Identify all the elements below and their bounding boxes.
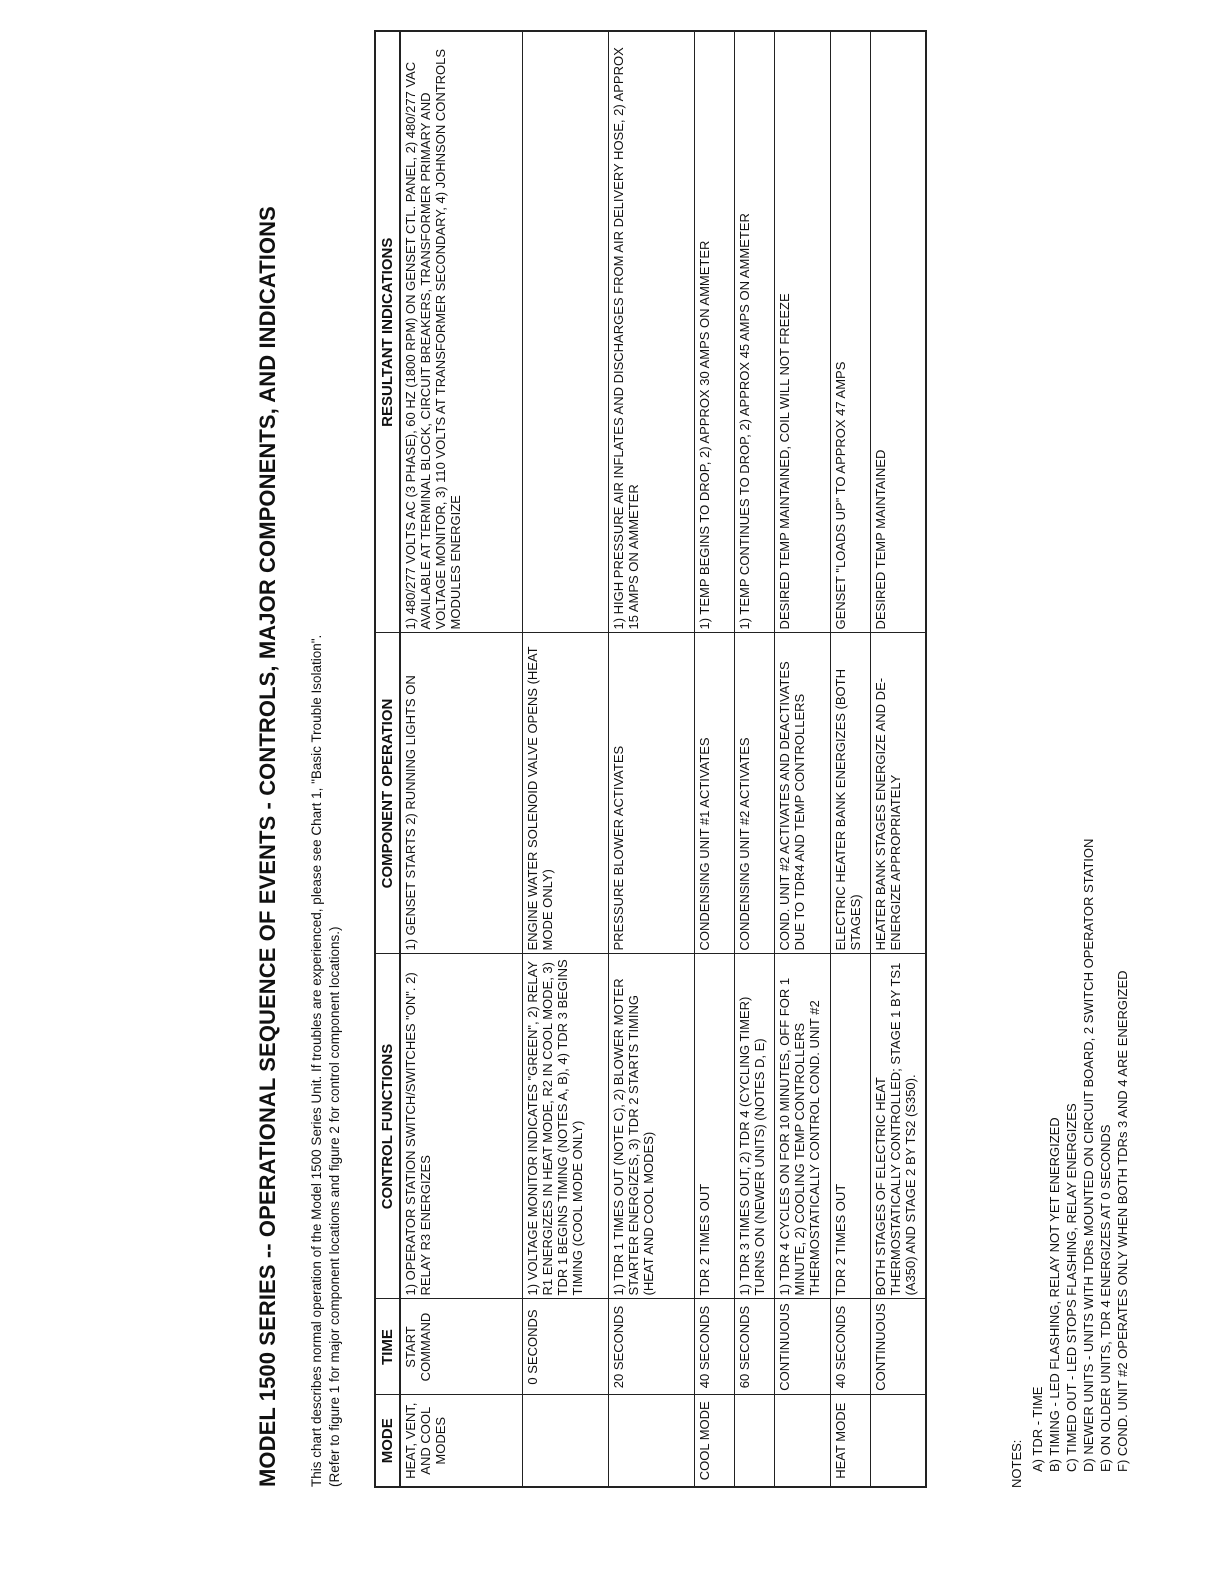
result-cell	[522, 31, 608, 633]
time-cell: START COMMAND	[400, 1299, 522, 1395]
control-cell: BOTH STAGES OF ELECTRIC HEAT THERMOSTATICALLY CONTROLLED; STAGE 1 BY TS1 (A350) AND STAGE 2 BY TS2 (S350).	[870, 954, 926, 1299]
component-cell: 1) GENSET STARTS 2) RUNNING LIGHTS ON	[400, 633, 522, 954]
notes-section	[1008, 839, 1131, 1488]
result-cell: 1) HIGH PRESSURE AIR INFLATES AND DISCHARGES FROM AIR DELIVERY HOSE, 2) APPROX 15 AMPS ON AMMETER	[608, 31, 694, 633]
header-resultant-indications: RESULTANT INDICATIONS	[375, 31, 400, 633]
note-item: F) COND. UNIT #2 OPERATES ONLY WHEN BOTH TDRs 3 AND 4 ARE ENERGIZED	[1115, 970, 1130, 1472]
note-item: C) TIMED OUT - LED STOPS FLASHING, RELAY ENERGIZES	[1064, 1103, 1079, 1472]
table-row	[774, 31, 830, 1487]
mode-cell	[870, 1395, 926, 1487]
mode-cell: COOL MODE	[694, 1395, 734, 1487]
intro-text	[308, 635, 344, 1487]
control-cell: 1) TDR 3 TIMES OUT, 2) TDR 4 (CYCLING TIMER) TURNS ON (NEWER UNITS) (NOTES D, E)	[734, 954, 774, 1299]
time-cell: 60 SECONDS	[734, 1299, 774, 1395]
table-row	[608, 31, 694, 1487]
control-cell: 1) TDR 1 TIMES OUT (NOTE C), 2) BLOWER MOTER STARTER ENERGIZES, 3) TDR 2 STARTS TIMING (HEAT AND COOL MODES)	[608, 954, 694, 1299]
time-cell: 40 SECONDS	[694, 1299, 734, 1395]
result-cell: 1) 480/277 VOLTS AC (3 PHASE), 60 HZ (1800 RPM) ON GENSET CTL. PANEL, 2) 480/277 VAC AVAILABLE AT TERMINAL BLOCK, CIRCUIT BREAKERS, TRANSFORMER PRIMARY AND VOLTAGE MONITOR, 3) 110 VOLTS AT TRANSFORMER SECONDARY, 4) JOHNSON CONTROLS MODULES ENERGIZE	[400, 31, 522, 633]
time-cell: CONTINUOUS	[774, 1299, 830, 1395]
page-title: MODEL 1500 SERIES -- OPERATIONAL SEQUENCE OF EVENTS - CONTROLS, MAJOR COMPONENTS, AND INDICATIONS	[255, 206, 280, 1487]
component-cell: ELECTRIC HEATER BANK ENERGIZES (BOTH STAGES)	[830, 633, 870, 954]
result-cell: 1) TEMP CONTINUES TO DROP, 2) APPROX 45 AMPS ON AMMETER	[734, 31, 774, 633]
table-row	[734, 31, 774, 1487]
intro-line-1: This chart describes normal operation of the Model 1500 Series Unit. If troubles are experienced, please see Chart 1, "Basic Trouble Isolation".	[309, 634, 324, 1487]
result-cell: DESIRED TEMP MAINTAINED, COIL WILL NOT FREEZE	[774, 31, 830, 633]
mode-cell: HEAT, VENT, AND COOL MODES	[400, 1395, 522, 1487]
control-cell: 1) OPERATOR STATION SWITCH/SWITCHES "ON". 2) RELAY R3 ENERGIZES	[400, 954, 522, 1299]
header-control-functions: CONTROL FUNCTIONS	[375, 954, 400, 1299]
component-cell: COND. UNIT #2 ACTIVATES AND DEACTIVATES DUE TO TDR4 AND TEMP CONTROLLERS	[774, 633, 830, 954]
table-row	[830, 31, 870, 1487]
control-cell: 1) TDR 4 CYCLES ON FOR 10 MINUTES, OFF FOR 1 MINUTE, 2) COOLING TEMP CONTROLLERS THERMOSTATICALLY CONTROL COND. UNIT #2	[774, 954, 830, 1299]
time-cell: 0 SECONDS	[522, 1299, 608, 1395]
component-cell: CONDENSING UNIT #1 ACTIVATES	[694, 633, 734, 954]
mode-cell	[522, 1395, 608, 1487]
note-item: B) TIMING - LED FLASHING, RELAY NOT YET ENERGIZED	[1047, 1117, 1062, 1472]
result-cell: 1) TEMP BEGINS TO DROP, 2) APPROX 30 AMPS ON AMMETER	[694, 31, 734, 633]
control-cell: 1) VOLTAGE MONITOR INDICATES "GREEN", 2) RELAY R1 ENERGIZES IN HEAT MODE, R2 IN COOL MODE, 3) TDR 1 BEGINS TIMING (NOTES A, B), 4) TDR 3 BEGINS TIMING (COOL MODE ONLY)	[522, 954, 608, 1299]
mode-cell	[734, 1395, 774, 1487]
mode-cell: HEAT MODE	[830, 1395, 870, 1487]
mode-cell	[774, 1395, 830, 1487]
component-cell: CONDENSING UNIT #2 ACTIVATES	[734, 633, 774, 954]
component-cell: PRESSURE BLOWER ACTIVATES	[608, 633, 694, 954]
result-cell: GENSET "LOADS UP" TO APPROX 47 AMPS	[830, 31, 870, 633]
table-header-row	[375, 31, 400, 1487]
notes-list	[1029, 839, 1131, 1488]
control-cell: TDR 2 TIMES OUT	[694, 954, 734, 1299]
note-item: D) NEWER UNITS - UNITS WITH TDRs MOUNTED ON CIRCUIT BOARD, 2 SWITCH OPERATOR STATION	[1081, 838, 1096, 1472]
header-component-operation: COMPONENT OPERATION	[375, 633, 400, 954]
intro-line-2: (Refer to figure 1 for major component locations and figure 2 for control component locations.)	[327, 926, 342, 1487]
table-row	[522, 31, 608, 1487]
table-row	[400, 31, 522, 1487]
component-cell: ENGINE WATER SOLENOID VALVE OPENS (HEAT MODE ONLY)	[522, 633, 608, 954]
header-time: TIME	[375, 1299, 400, 1395]
result-cell: DESIRED TEMP MAINTAINED	[870, 31, 926, 633]
control-cell: TDR 2 TIMES OUT	[830, 954, 870, 1299]
time-cell: 20 SECONDS	[608, 1299, 694, 1395]
table-row	[694, 31, 734, 1487]
note-item: A) TDR - TIME	[1030, 1386, 1045, 1472]
header-mode: MODE	[375, 1395, 400, 1487]
time-cell: CONTINUOUS	[870, 1299, 926, 1395]
time-cell: 40 SECONDS	[830, 1299, 870, 1395]
mode-cell	[608, 1395, 694, 1487]
note-item: E) ON OLDER UNITS, TDR 4 ENERGIZES AT 0 SECONDS	[1098, 1124, 1113, 1472]
sequence-table	[374, 30, 927, 1488]
table-row	[870, 31, 926, 1487]
notes-heading: NOTES:	[1009, 1439, 1024, 1488]
component-cell: HEATER BANK STAGES ENERGIZE AND DE-ENERGIZE APPROPRIATELY	[870, 633, 926, 954]
